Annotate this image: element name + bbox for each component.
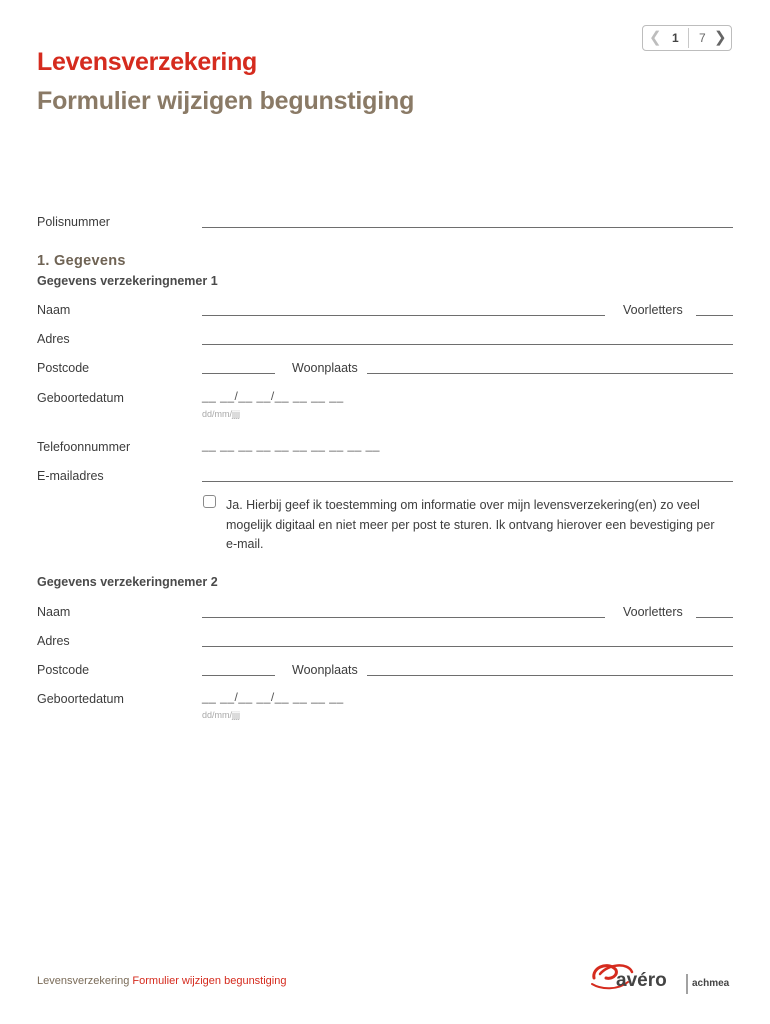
insured1-dob-label: Geboortedatum: [37, 391, 124, 405]
chevron-right-icon[interactable]: ❯: [714, 29, 727, 46]
footer-product: Levensverzekering: [37, 975, 130, 987]
digital-consent-text: Ja. Hierbij geef ik toestemming om informatie over mijn levensverzekering(en) zo veel mogelijk digitaal en niet meer per post te sturen. Ik ontvang hierover een bevestiging per e-mail.: [226, 498, 715, 551]
logo-parent-text: achmea: [692, 978, 730, 989]
page-title: Levensverzekering: [37, 48, 258, 76]
insured2-heading: Gegevens verzekeringnemer 2: [37, 575, 218, 589]
insured1-phone-field[interactable]: __ __ __ __ __ __ __ __ __ __: [202, 438, 380, 452]
pager-divider: [688, 28, 689, 48]
page-subtitle: Formulier wijzigen begunstiging: [37, 87, 415, 115]
digital-consent-checkbox[interactable]: [203, 495, 216, 508]
insured1-city-field[interactable]: [367, 373, 733, 374]
insured2-initials-label: Voorletters: [623, 605, 683, 619]
insured1-email-label: E-mailadres: [37, 469, 104, 483]
insured2-dob-field[interactable]: __ __/__ __/__ __ __ __: [202, 690, 344, 704]
page-navigator: [642, 25, 732, 51]
insured1-heading: Gegevens verzekeringnemer 1: [37, 274, 218, 288]
insured2-postcode-field[interactable]: [202, 675, 275, 676]
insured2-address-label: Adres: [37, 634, 70, 648]
insured1-postcode-label: Postcode: [37, 361, 90, 375]
insured2-name-field[interactable]: [202, 617, 605, 618]
policy-number-label: Polisnummer: [37, 215, 110, 229]
insured2-address-field[interactable]: [202, 646, 733, 647]
insured1-address-field[interactable]: [202, 344, 733, 345]
current-page: 1: [672, 31, 679, 45]
logo-brand-text: avéro: [616, 970, 667, 991]
insured2-dob-hint: dd/mm/jjjj: [202, 710, 241, 720]
total-pages: 7: [699, 31, 706, 45]
insured2-city-label: Woonplaats: [292, 663, 358, 677]
insured1-email-field[interactable]: [202, 481, 733, 482]
footer-form-name: Formulier wijzigen begunstiging: [132, 975, 287, 987]
insured1-initials-field[interactable]: [696, 315, 733, 316]
insured1-name-label: Naam: [37, 303, 71, 317]
insured1-dob-hint: dd/mm/jjjj: [202, 409, 241, 419]
insured2-name-label: Naam: [37, 605, 71, 619]
insured1-name-field[interactable]: [202, 315, 605, 316]
avero-achmea-logo: [588, 960, 738, 1000]
insured2-initials-field[interactable]: [696, 617, 733, 618]
insured1-initials-label: Voorletters: [623, 303, 683, 317]
policy-number-field[interactable]: [202, 227, 733, 228]
insured1-address-label: Adres: [37, 332, 70, 346]
insured2-city-field[interactable]: [367, 675, 733, 676]
insured2-dob-label: Geboortedatum: [37, 692, 124, 706]
section-heading-gegevens: 1. Gegevens: [37, 253, 126, 269]
insured2-postcode-label: Postcode: [37, 663, 90, 677]
insured1-phone-label: Telefoonnummer: [37, 440, 131, 454]
insured1-city-label: Woonplaats: [292, 361, 358, 375]
footer-caption: [37, 975, 286, 987]
chevron-left-icon[interactable]: ❮: [649, 29, 662, 46]
insured1-dob-field[interactable]: __ __/__ __/__ __ __ __: [202, 389, 344, 403]
insured1-postcode-field[interactable]: [202, 373, 275, 374]
